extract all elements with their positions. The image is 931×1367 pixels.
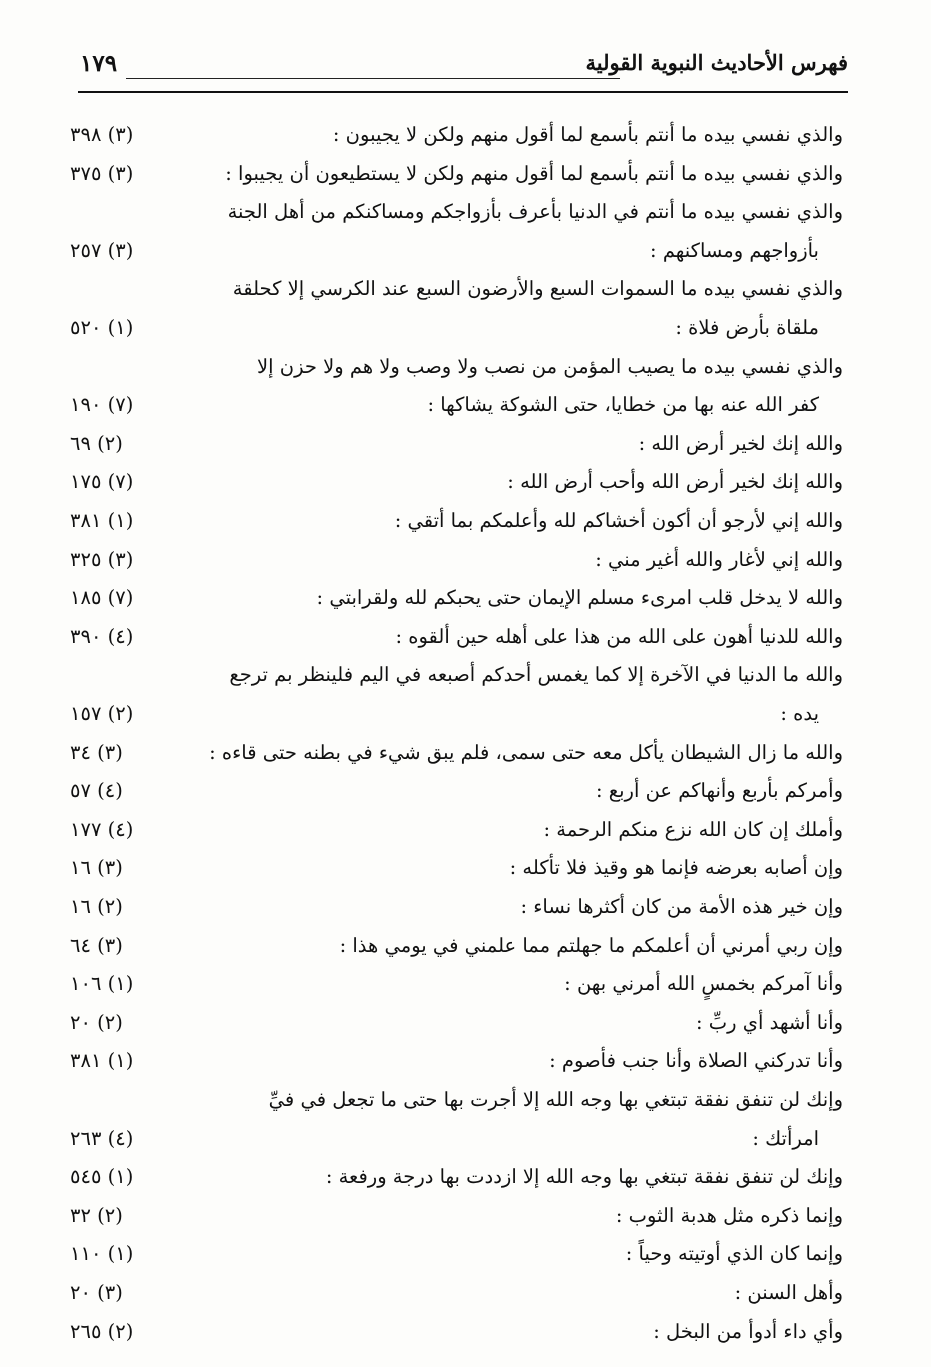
entry-text: والذي نفسي بيده ما يصيب المؤمن من نصب ولا وصب ولا هم ولا حزن إلا <box>257 354 843 378</box>
index-entry <box>0 1235 931 1274</box>
index-entry <box>0 193 931 270</box>
entry-text: والله إني لأغار والله أغير مني : <box>595 547 843 571</box>
entry-reference: (١) ١٠٦ <box>70 972 134 996</box>
entry-text: والله لا يدخل قلب امرىء مسلم الإيمان حتى يحبكم لله ولقرابتي : <box>316 586 843 610</box>
index-entry <box>0 1081 931 1158</box>
entry-reference: (٧) ١٧٥ <box>70 470 134 494</box>
entry-text-continuation: امرأتك : <box>752 1126 819 1150</box>
entry-text: والله ما زال الشيطان يأكل معه حتى سمى، فلم يبق شيء في بطنه حتى قاءه : <box>209 740 843 764</box>
index-entry <box>0 1274 931 1313</box>
entry-text-continuation: يده : <box>780 701 819 725</box>
entry-text: والله إنك لخير أرض الله وأحب أرض الله : <box>507 470 843 494</box>
index-entry <box>0 541 931 580</box>
entry-reference: (٤) ٥٧ <box>70 779 123 803</box>
entry-text: وإنما كان الذي أوتيته وحياً : <box>625 1242 843 1266</box>
index-entry <box>0 463 931 502</box>
entry-reference: (١) ٣٨١ <box>70 509 134 532</box>
index-entry <box>0 811 931 850</box>
entry-reference: (٣) ٣٢٥ <box>70 547 134 571</box>
entry-reference: (٣) ١٦ <box>70 856 123 880</box>
index-entry <box>0 270 931 347</box>
index-entry <box>0 965 931 1004</box>
index-entry <box>0 1158 931 1197</box>
entry-text: وإن ربي أمرني أن أعلمكم ما جهلتم مما علمني في يومي هذا : <box>339 933 843 957</box>
entry-text: وأملك إن كان الله نزع منكم الرحمة : <box>543 817 843 841</box>
entry-text: والله للدنيا أهون على الله من هذا على أهله حين ألقوه : <box>395 624 843 648</box>
entry-text: وأهل السنن : <box>734 1281 843 1304</box>
index-entry <box>0 579 931 618</box>
entry-text: وإنك لن تنفق نفقة تبتغي بها وجه الله إلا ازددت بها درجة ورفعة : <box>325 1165 843 1189</box>
entry-text: وإن خير هذه الأمة من كان أكثرها نساء : <box>520 895 843 918</box>
entry-reference: (٣) ٦٤ <box>70 933 123 957</box>
index-entry <box>0 155 931 194</box>
entry-reference: (٢) ٢٠ <box>70 1010 123 1034</box>
entry-text: وأنا تدركني الصلاة وأنا جنب فأصوم : <box>549 1049 843 1073</box>
entry-text: والذي نفسي بيده ما أنتم بأسمع لما أقول منهم ولكن لا يستطيعون أن يجيبوا : <box>225 161 843 185</box>
entry-text: والذي نفسي بيده ما أنتم في الدنيا بأعرف بأزواجكم ومساكنكم من أهل الجنة <box>227 200 843 224</box>
entry-reference: (٢) ١٥٧ <box>70 701 134 725</box>
entry-text: والله إني لأرجو أن أكون أخشاكم لله وأعلمكم بما أتقي : <box>394 509 843 532</box>
index-entry <box>0 116 931 155</box>
entry-text: وأنا آمركم بخمسٍ الله أمرني بهن : <box>564 972 843 996</box>
index-entry <box>0 656 931 733</box>
entry-text: والله إنك لخير أرض الله : <box>638 431 843 455</box>
entry-text: والذي نفسي بيده ما أنتم بأسمع لما أقول منهم ولكن لا يجيبون : <box>332 123 843 146</box>
entry-text: والذي نفسي بيده ما السموات السبع والأرضون السبع عند الكرسي إلا كحلقة <box>232 277 843 301</box>
entry-reference: (١) ١١٠ <box>70 1242 134 1266</box>
index-entry <box>0 734 931 773</box>
index-entry <box>0 348 931 425</box>
entry-text: وأنا أشهد أي ربِّ : <box>695 1010 843 1034</box>
index-entry <box>0 772 931 811</box>
index-entry <box>0 1197 931 1236</box>
index-entry <box>0 1004 931 1043</box>
entry-reference: (٢) ٣٢ <box>70 1203 123 1227</box>
entry-text: والله ما الدنيا في الآخرة إلا كما يغمس أحدكم أصبعه في اليم فلينظر بم ترجع <box>229 663 843 687</box>
entry-reference: (٣) ٢٥٧ <box>70 238 134 262</box>
entry-reference: (٤) ١٧٧ <box>70 817 134 841</box>
entry-text-continuation: ملقاة بأرض فلاة : <box>675 315 819 339</box>
entry-text: وأمركم بأربع وأنهاكم عن أربع : <box>595 779 843 803</box>
entry-reference: (٢) ١٦ <box>70 895 123 918</box>
entry-text-continuation: بأزواجهم ومساكنهم : <box>650 238 819 262</box>
entry-reference: (٢) ٢٦٥ <box>70 1319 134 1343</box>
entry-reference: (٧) ١٨٥ <box>70 586 134 610</box>
entry-reference: (١) ٥٤٥ <box>70 1165 134 1189</box>
entry-text: وإن أصابه بعرضه فإنما هو وقيذ فلا تأكله : <box>509 856 843 880</box>
index-entry <box>0 888 931 927</box>
entry-reference: (١) ٥٢٠ <box>70 315 134 339</box>
entry-reference: (٣) ٣٩٨ <box>70 123 134 146</box>
entry-text: وأي داء أدوأ من البخل : <box>653 1319 843 1343</box>
entry-reference: (٤) ٣٩٠ <box>70 624 134 648</box>
index-entry <box>0 1042 931 1081</box>
entry-reference: (٢) ٦٩ <box>70 431 123 455</box>
entry-reference: (٧) ١٩٠ <box>70 393 134 417</box>
page-number: ١٧٩ <box>80 50 118 77</box>
running-title: فهرس الأحاديث النبوية القولية <box>585 50 848 75</box>
entry-reference: (٣) ٣٤ <box>70 740 123 764</box>
entry-reference: (١) ٣٨١ <box>70 1049 134 1073</box>
entry-text: وإنك لن تنفق نفقة تبتغي بها وجه الله إلا أجرت بها حتى ما تجعل في فيِّ <box>268 1088 843 1111</box>
index-entry <box>0 927 931 966</box>
index-entry <box>0 849 931 888</box>
index-entry <box>0 425 931 464</box>
entry-reference: (٤) ٢٦٣ <box>70 1126 134 1150</box>
index-entry <box>0 1313 931 1352</box>
entry-reference: (٣) ٣٧٥ <box>70 161 134 185</box>
index-entry <box>0 502 931 541</box>
entry-text-continuation: كفر الله عنه بها من خطايا، حتى الشوكة يشاكها : <box>427 393 819 417</box>
entry-reference: (٣) ٢٠ <box>70 1281 123 1304</box>
entry-text: وإنما ذكره مثل هدبة الثوب : <box>615 1203 843 1227</box>
index-entry <box>0 618 931 657</box>
